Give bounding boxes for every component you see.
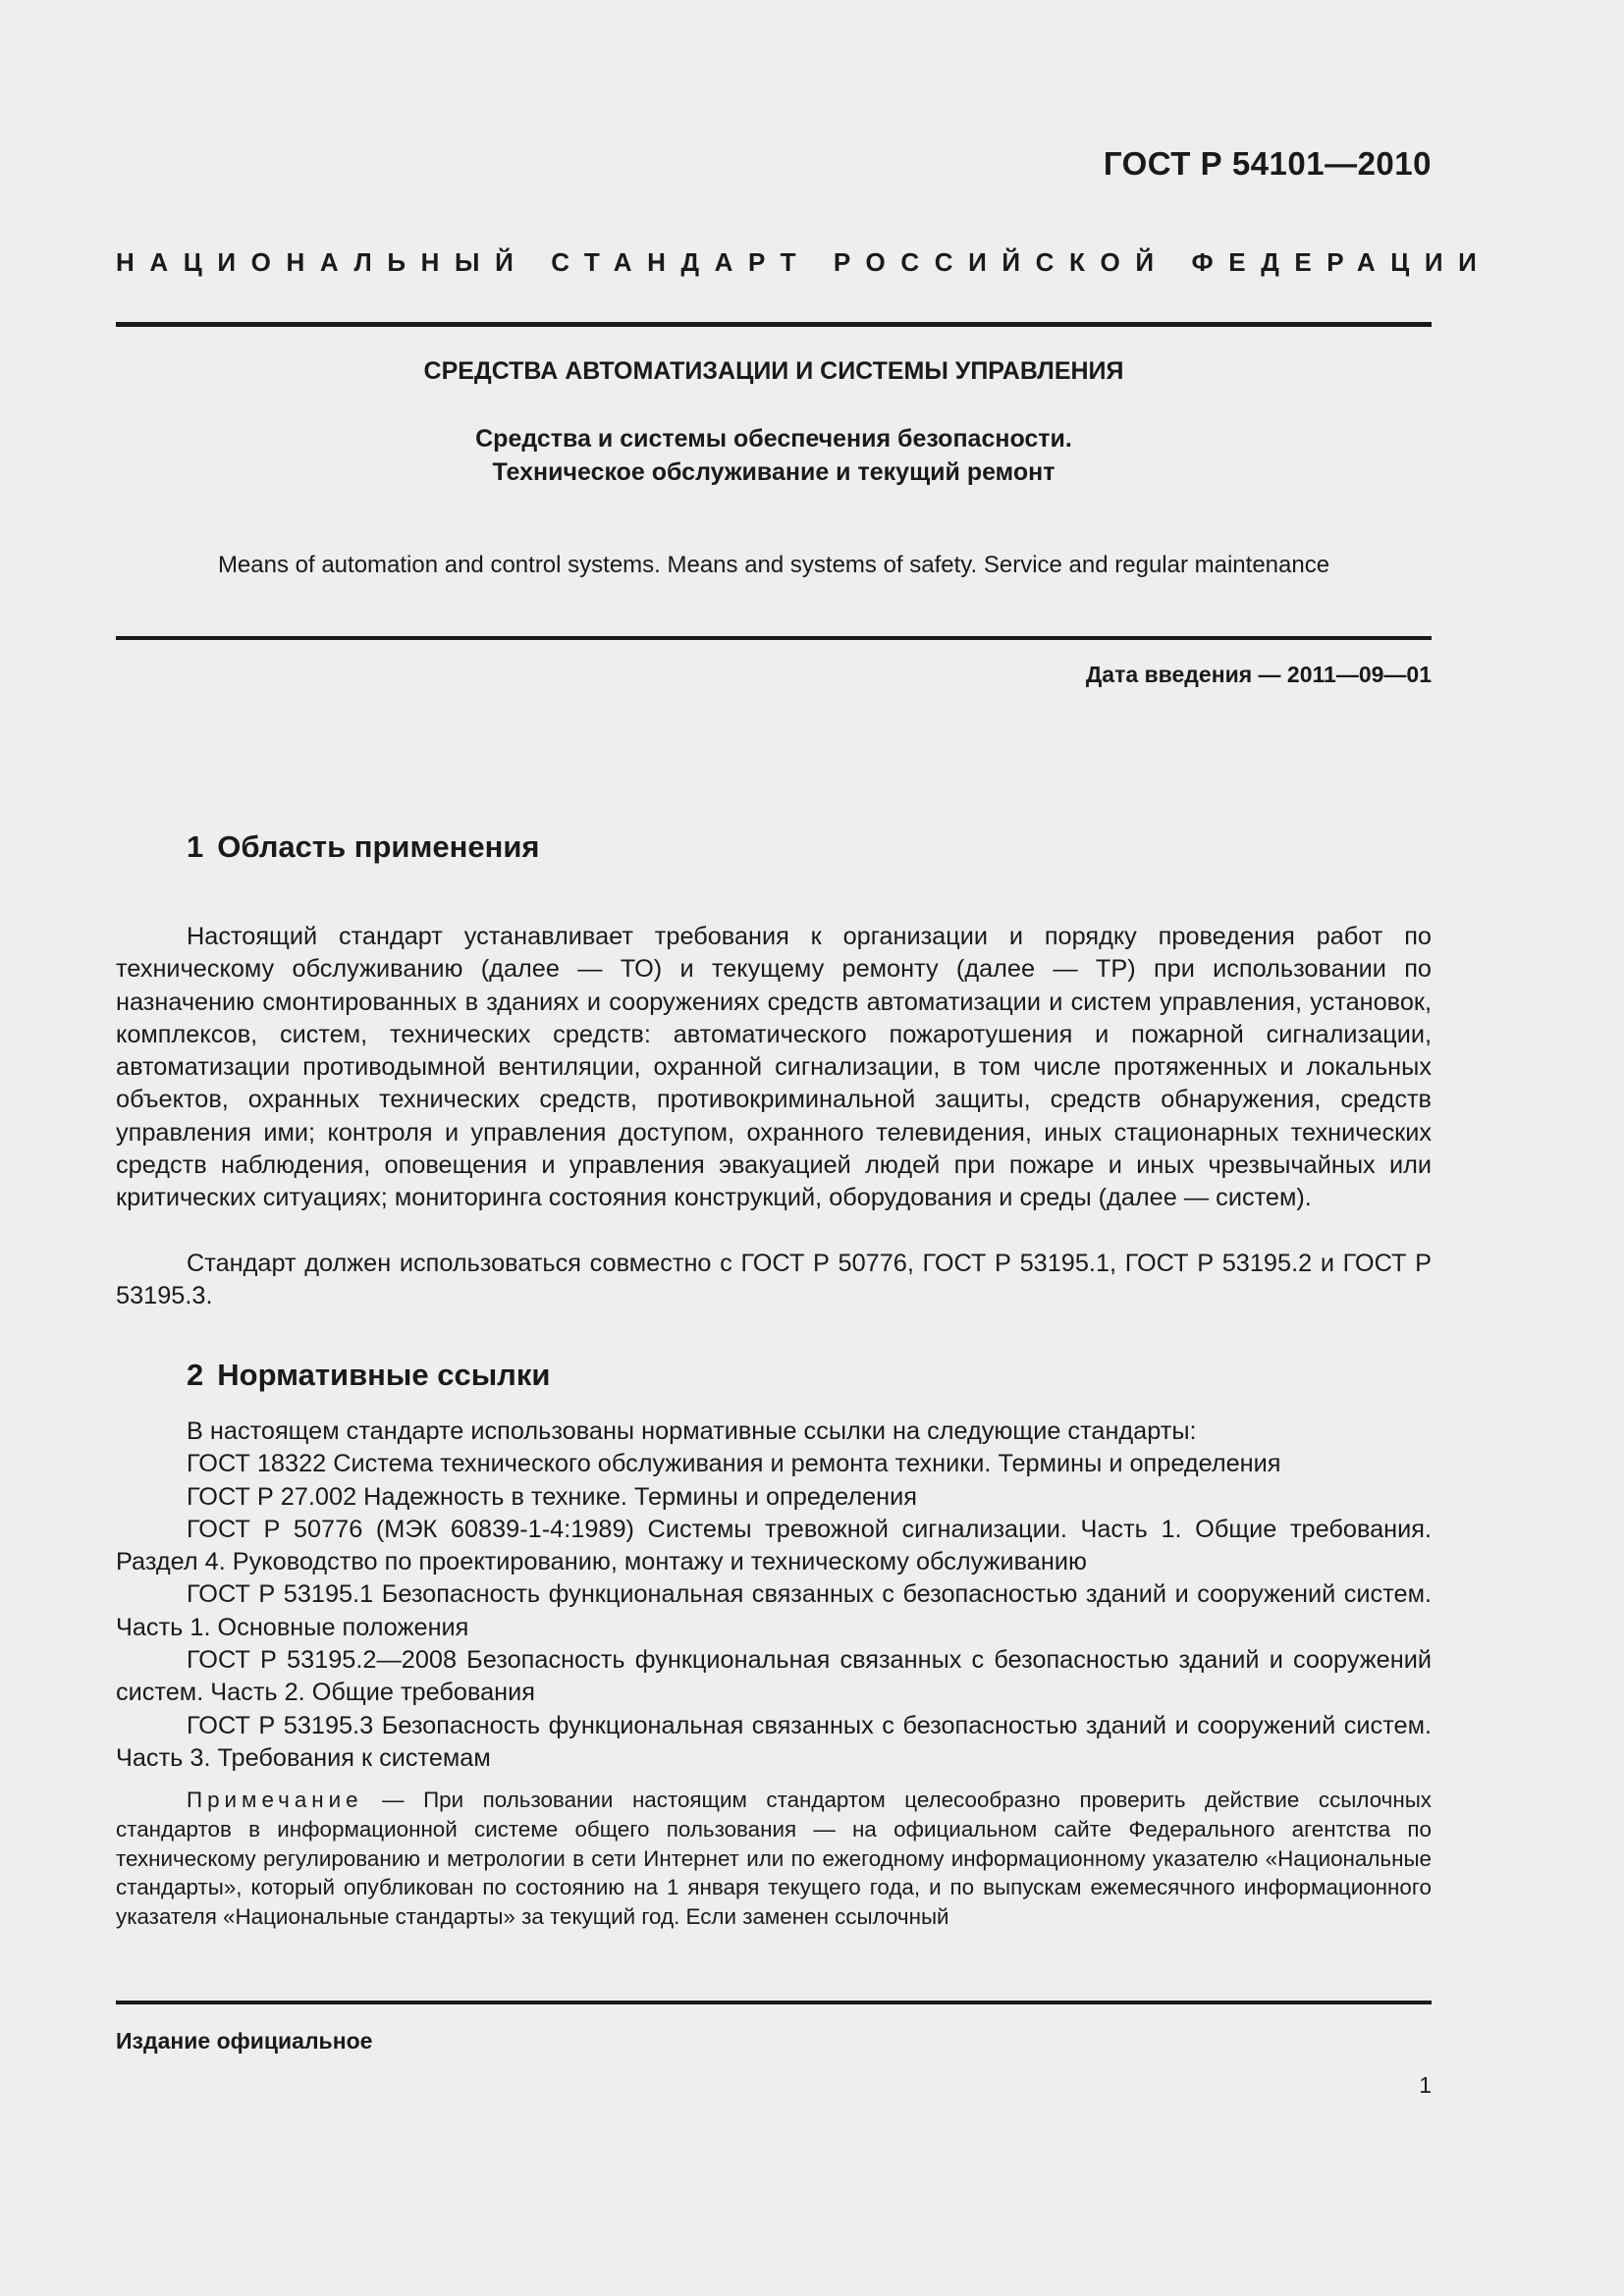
bottom-rule	[116, 2001, 1432, 2004]
section-2-number: 2	[187, 1358, 204, 1392]
document-number: ГОСТ Р 54101—2010	[1103, 145, 1432, 182]
official-edition-label: Издание официальное	[116, 2028, 373, 2054]
reference-item: ГОСТ Р 27.002 Надежность в технике. Термины и определения	[187, 1482, 917, 1511]
middle-rule	[116, 636, 1432, 640]
reference-item: ГОСТ Р 50776 (МЭК 60839-1-4:1989) Системы тревожной сигнализации. Часть 1. Общие требования. Раздел 4. Руководство по проектированию, монтажу и техническому обслуживанию	[116, 1515, 1432, 1576]
reference-item: ГОСТ Р 53195.1 Безопасность функциональная связанных с безопасностью зданий и сооружений систем. Часть 1. Основные положения	[116, 1580, 1432, 1641]
normative-references	[116, 1415, 1432, 1775]
section-2-heading	[187, 1358, 550, 1393]
scope-paragraph-2: Стандарт должен использоваться совместно с ГОСТ Р 50776, ГОСТ Р 53195.1, ГОСТ Р 53195.2 и ГОСТ Р 53195.3.	[116, 1250, 1432, 1310]
subtitle-line-2: Техническое обслуживание и текущий ремонт	[492, 458, 1056, 486]
top-rule	[116, 322, 1432, 327]
reference-item: ГОСТ Р 53195.2—2008 Безопасность функциональная связанных с безопасностью зданий и сооружений систем. Часть 2. Общие требования	[116, 1646, 1432, 1707]
document-title: СРЕДСТВА АВТОМАТИЗАЦИИ И СИСТЕМЫ УПРАВЛЕНИЯ	[423, 357, 1124, 385]
introduction-date: Дата введения — 2011—09—01	[1085, 662, 1432, 687]
section-1-number: 1	[187, 829, 204, 864]
english-title: Means of automation and control systems. Means and systems of safety. Service and regular maintenance	[217, 552, 1330, 578]
reference-item: ГОСТ Р 53195.3 Безопасность функциональная связанных с безопасностью зданий и сооружений систем. Часть 3. Требования к системам	[116, 1711, 1432, 1772]
page-number: 1	[1419, 2072, 1432, 2098]
subtitle-line-1: Средства и системы обеспечения безопасности.	[475, 425, 1072, 453]
references-intro: В настоящем стандарте использованы нормативные ссылки на следующие стандарты:	[187, 1417, 1197, 1445]
scope-paragraph-1: Настоящий стандарт устанавливает требования к организации и порядку проведения работ по техническому обслуживанию (далее — ТО) и текущему ремонту (далее — ТР) при использовании по назначению смонтированных в зданиях и сооружениях средств автоматизации и систем управления, установок, комплексов, систем, технических средств: автоматического пожаротушения и пожарной сигнализации, автоматизации противодымной вентиляции, охранной сигнализации, в том числе протяженных и локальных объектов, охранных технических средств, противокриминальной защиты, средств обнаружения, средств управления ими; контроля и управления доступом, охранного телевидения, иных стационарных технических средств наблюдения, оповещения и управления эвакуацией людей при пожаре и иных чрезвычайных или критических ситуациях; мониторинга состояния конструкций, оборудования и среды (далее — систем).	[116, 923, 1432, 1212]
reference-item: ГОСТ 18322 Система технического обслуживания и ремонта техники. Термины и определения	[187, 1450, 1281, 1478]
section-2-title: Нормативные ссылки	[217, 1358, 551, 1392]
document-subtitle	[116, 422, 1432, 489]
document-page	[116, 0, 1492, 2296]
note-label: Примечание	[187, 1788, 363, 1812]
references-note	[116, 1786, 1432, 1932]
section-1-title: Область применения	[217, 829, 540, 864]
section-1-heading	[187, 829, 540, 865]
national-standard-banner: НАЦИОНАЛЬНЫЙ СТАНДАРТ РОССИЙСКОЙ ФЕДЕРАЦИИ	[116, 247, 1492, 277]
note-text: — При пользовании настоящим стандартом целесообразно проверить действие ссылочных стандартов в информационной системе общего пользования — на официальном сайте Федерального агентства по техническому регулированию и метрологии в сети Интернет или по ежегодному информационному указателю «Национальные стандарты», который опубликован по состоянию на 1 января текущего года, и по выпускам ежемесячного информационного указателя «Национальные стандарты» за текущий год. Если заменен ссылочный	[116, 1788, 1432, 1930]
